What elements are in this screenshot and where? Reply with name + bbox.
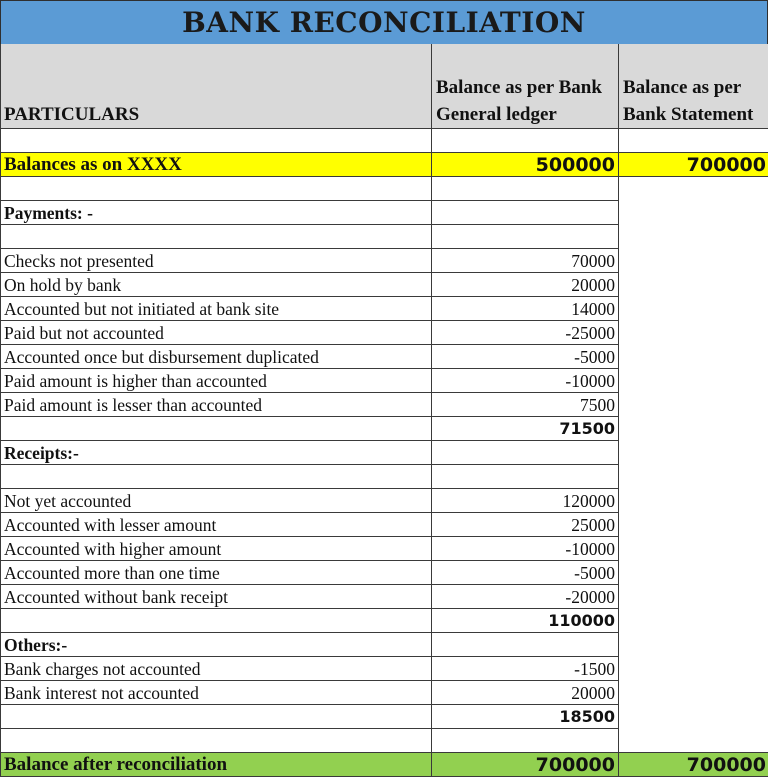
header-particulars: PARTICULARS: [1, 44, 432, 129]
opening-ledger: 500000: [432, 153, 619, 177]
section-heading-payments: Payments: -: [1, 201, 768, 225]
others-total: 18500: [432, 705, 619, 729]
others-total-row: [1, 705, 768, 729]
table-row: Bank interest not accounted 20000: [1, 681, 768, 705]
table-row: Not yet accounted 120000: [1, 489, 768, 513]
table-row: Bank charges not accounted -1500: [1, 657, 768, 681]
table-row: Accounted without bank receipt -20000: [1, 585, 768, 609]
blank-row: [1, 729, 768, 753]
section-heading-others: Others:-: [1, 633, 768, 657]
section-heading-receipts: Receipts:-: [1, 441, 768, 465]
closing-ledger: 700000: [432, 753, 619, 777]
header-ledger: Balance as per Bank General ledger: [432, 44, 619, 129]
table-row: Accounted with lesser amount 25000: [1, 513, 768, 537]
closing-statement: 700000: [619, 753, 768, 777]
payments-total: 71500: [432, 417, 619, 441]
table-row: On hold by bank 20000: [1, 273, 768, 297]
table-row: Paid amount is higher than accounted -10000: [1, 369, 768, 393]
table-row: Accounted but not initiated at bank site 14000: [1, 297, 768, 321]
receipts-total: 110000: [432, 609, 619, 633]
table-row: Accounted more than one time -5000: [1, 561, 768, 585]
table-row: Accounted with higher amount -10000: [1, 537, 768, 561]
page-title: BANK RECONCILIATION: [0, 0, 768, 45]
blank-row: [1, 225, 768, 249]
blank-row: [1, 129, 768, 153]
table-row: Checks not presented 70000: [1, 249, 768, 273]
opening-statement: 700000: [619, 153, 768, 177]
payments-total-row: [1, 417, 768, 441]
blank-row: [1, 465, 768, 489]
reconciliation-table: [0, 44, 768, 777]
opening-label: Balances as on XXXX: [1, 153, 432, 177]
table-row: Paid amount is lesser than accounted 7500: [1, 393, 768, 417]
table-row: Paid but not accounted -25000: [1, 321, 768, 345]
closing-balance-row: [1, 753, 768, 777]
header-row: [1, 44, 768, 129]
opening-balance-row: [1, 153, 768, 177]
closing-label: Balance after reconciliation: [1, 753, 432, 777]
table-row: Accounted once but disbursement duplicated -5000: [1, 345, 768, 369]
blank-row: [1, 177, 768, 201]
receipts-total-row: [1, 609, 768, 633]
header-statement: Balance as per Bank Statement: [619, 44, 768, 129]
